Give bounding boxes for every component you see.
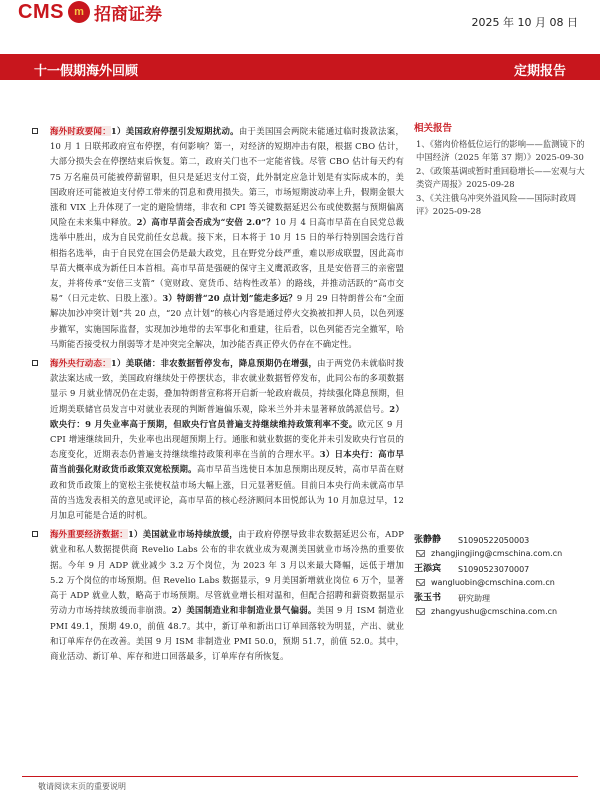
section-lead: 海外重要经济数据：	[50, 529, 128, 540]
analyst-card	[414, 563, 586, 589]
logo-latin-text: CMS	[18, 0, 64, 23]
section-text: 欧元区 9 月 CPI 增速继续回升，失业率也出现超预期上行。通胀和就业数据的变化并未引发欧央行官员的态度变化，近期表态仍普遍支持继续维持政策利率在当前的合理水平。	[50, 418, 405, 460]
related-reports	[414, 120, 586, 218]
analyst-cert: S1090523070007	[458, 565, 530, 574]
mail-icon	[416, 550, 425, 557]
section-subheading: 1）美联储：非农数据暂停发布，降息预期仍在增强，	[110, 358, 318, 369]
section-subheading: 2）美国制造业和非制造业景气偏弱。	[171, 605, 317, 616]
analyst-cert: 研究助理	[458, 594, 490, 603]
section-subheading: 1）美国就业市场持续放缓，	[127, 529, 238, 540]
section-subheading: 3）特朗普“20 点计划”能走多远？	[162, 293, 297, 304]
analyst-email[interactable]: zhangjingjing@cmschina.com.cn	[431, 549, 563, 558]
section-text: 由于美国国会两院未能通过临时拨款法案，10 月 1 日联邦政府宣布停摆，有何影响？第一，对经济的短期冲击有限，根据 CBO 估计，大部分损失会在停摆结束后恢复。第二，政府关门也不一定能省钱。尽管 CBO 估计每天约有 75 万名雇员可能被停薪留职，但只是延迟支付工资，此外制定应急计划是有实际成本的，美国政府还可能被迫支付停工带来的罚息和费用损失。第三，市场短期波动率上升，假期金银大涨和 VIX 上升体现了一定的避险情绪，非农和 CPI 等关键数据延迟公布或使数据与预期偏离风险在未来集中释放。	[50, 126, 404, 228]
section-lead: 海外时政要闻：	[50, 126, 111, 136]
section-text: 10 月 4 日高市早苗在自民党总裁选举中胜出，成为自民党前任女总裁。接下来，日本将于 10 月 15 日的举行特别国会选行首相指名选举，由于自民党在国会仍是最大政党，且在野党分歧严重，难以形成联盟，因此高市早苗大概率成为新任日本首相。高市早苗是强硬的保守主义鹰派政客，且是安倍晋三的亲密盟友，并将传承“安倍三支箭”（宽财政、宽货币、结构性改革）的路线，并推动活跃的“高市交易”（日元走软、日股上涨）。	[50, 217, 404, 304]
logo-chinese-text: 招商证券	[93, 4, 162, 25]
mail-icon	[416, 608, 425, 615]
section-subheading: 1）美国政府停摆引发短期扰动。	[110, 126, 239, 136]
section-text: 由于政府停摆导致非农数据延迟公布，ADP 就业和私人数据提供商 Revelio Labs 公布的非农就业成为观测美国就业市场冷热的重要依据。今年 9 月 ADP 就业减少 3.2 万个岗位，为 2023 年 3 月以来最大降幅，远低于增加 5.2 万个岗位的市场预期。但 Revelio Labs 数据显示，9 月美国新增就业岗位 6 万个，显著高于 ADP 就业人数，略高于市场预期。尽管就业增长相对温和，但配合招聘和薪资数据显示劳动力市场持续放缓而非崩溃。	[50, 529, 404, 616]
analyst-cert: S1090522050003	[458, 536, 530, 545]
report-type-tag: 定期报告	[513, 64, 566, 79]
analyst-panel	[414, 534, 586, 621]
square-bullet-icon	[32, 531, 38, 537]
main-content	[30, 124, 404, 664]
section-text: 高市早苗当选使日本加息预期出现反转，高市早苗在财政和货币政策上的宽松主张使权益市场大幅上涨，日元显著贬值。目前日本央行尚未就高市早苗的当选发表相关的意见或评论，高市早苗的核心经济顾问本田悦郎认为 10 月加息过早，12 月加息可能是合适的时机。	[50, 464, 404, 521]
analyst-card	[414, 592, 586, 618]
report-title: 十一假期海外回顾	[34, 64, 139, 79]
mail-icon	[416, 579, 425, 586]
section-text: 由于两党仍未就临时拨款法案达成一致，美国政府继续处于停摆状态，非农就业数据暂停发布，此同公布的多项数据显示 9 月就业情况仍在走弱，叠加特朗普宣称将开启新一轮政府裁员，持续强化降息预期，但近期美联储官员发言中对就业表现的判断普遍偏乐观，除米兰外并未显著释放鸽派信号。	[50, 358, 404, 414]
section-subheading: 3）日本央行：高市早苗当前强化财政货币政策双宽松预期。	[50, 449, 404, 475]
related-report-item[interactable]: 1、《猪肉价格低位运行的影响——监测镜下的中国经济（2025 年第 37 期）》2025-09-30	[416, 139, 585, 163]
related-reports-title: 相关报告	[414, 123, 453, 134]
analyst-name: 张静静	[414, 535, 442, 545]
related-report-item[interactable]: 3、《关注俄乌冲突外溢风险——国际时政周评》2025-09-28	[416, 192, 577, 217]
section-text: 美国 9 月 ISM 制造业 PMI 49.1，预期 49.0，前值 48.7。其中，新订单和新出口订单回落较为明显，产出、就业和订单库存仍在改善。美国 9 月 ISM 非制造业 PMI 50.0，预期 51.7，前值 52.0。其中，商业活动、新订单、库存和进口回落最多，订单库存有所恢复。	[50, 605, 404, 661]
title-banner	[0, 54, 600, 80]
cms-logo	[18, 0, 162, 24]
section-text: 9 月 29 日特朗普公布“全面解决加沙冲突计划”共 20 点，“20 点计划”的核心内容是通过停火交换被扣押人员，以色列逐步撤军，实施国际监督，实现加沙地带的去军事化和重建，往后看，以色列能否完全撤军，哈马斯能否接受权力削弱等才是冲突完全解决，加沙能否真正停火仍存在不确定性。	[50, 293, 405, 349]
square-bullet-icon	[32, 360, 38, 366]
logo-mark-icon: m	[68, 1, 90, 23]
report-date: 2025 年 10 月 08 日	[471, 16, 578, 29]
content-section	[30, 356, 404, 523]
analyst-name: 王添宾	[414, 564, 442, 574]
section-subheading: 2）欧央行：9 月失业率高于预期，但欧央行官员普遍支持继续维持政策利率不变。	[50, 403, 404, 429]
analyst-email[interactable]: wangluobin@cmschina.com.cn	[431, 578, 555, 587]
footer-divider	[22, 776, 578, 777]
section-lead: 海外央行动态：	[50, 358, 111, 369]
content-section	[30, 527, 404, 664]
related-report-item[interactable]: 2、《政策基调或暂时重回稳增长——宏观与大类资产周报》2025-09-28	[416, 165, 585, 190]
section-subheading: 2）高市早苗会否成为“安倍 2.0”？	[136, 217, 275, 228]
content-section	[30, 124, 404, 352]
square-bullet-icon	[32, 128, 38, 134]
analyst-card	[414, 534, 586, 560]
footer-note: 敬请阅读末页的重要说明	[38, 782, 126, 791]
analyst-email[interactable]: zhangyushu@cmschina.com.cn	[431, 607, 558, 616]
analyst-name: 张玉书	[414, 593, 442, 603]
page-header	[0, 0, 600, 52]
